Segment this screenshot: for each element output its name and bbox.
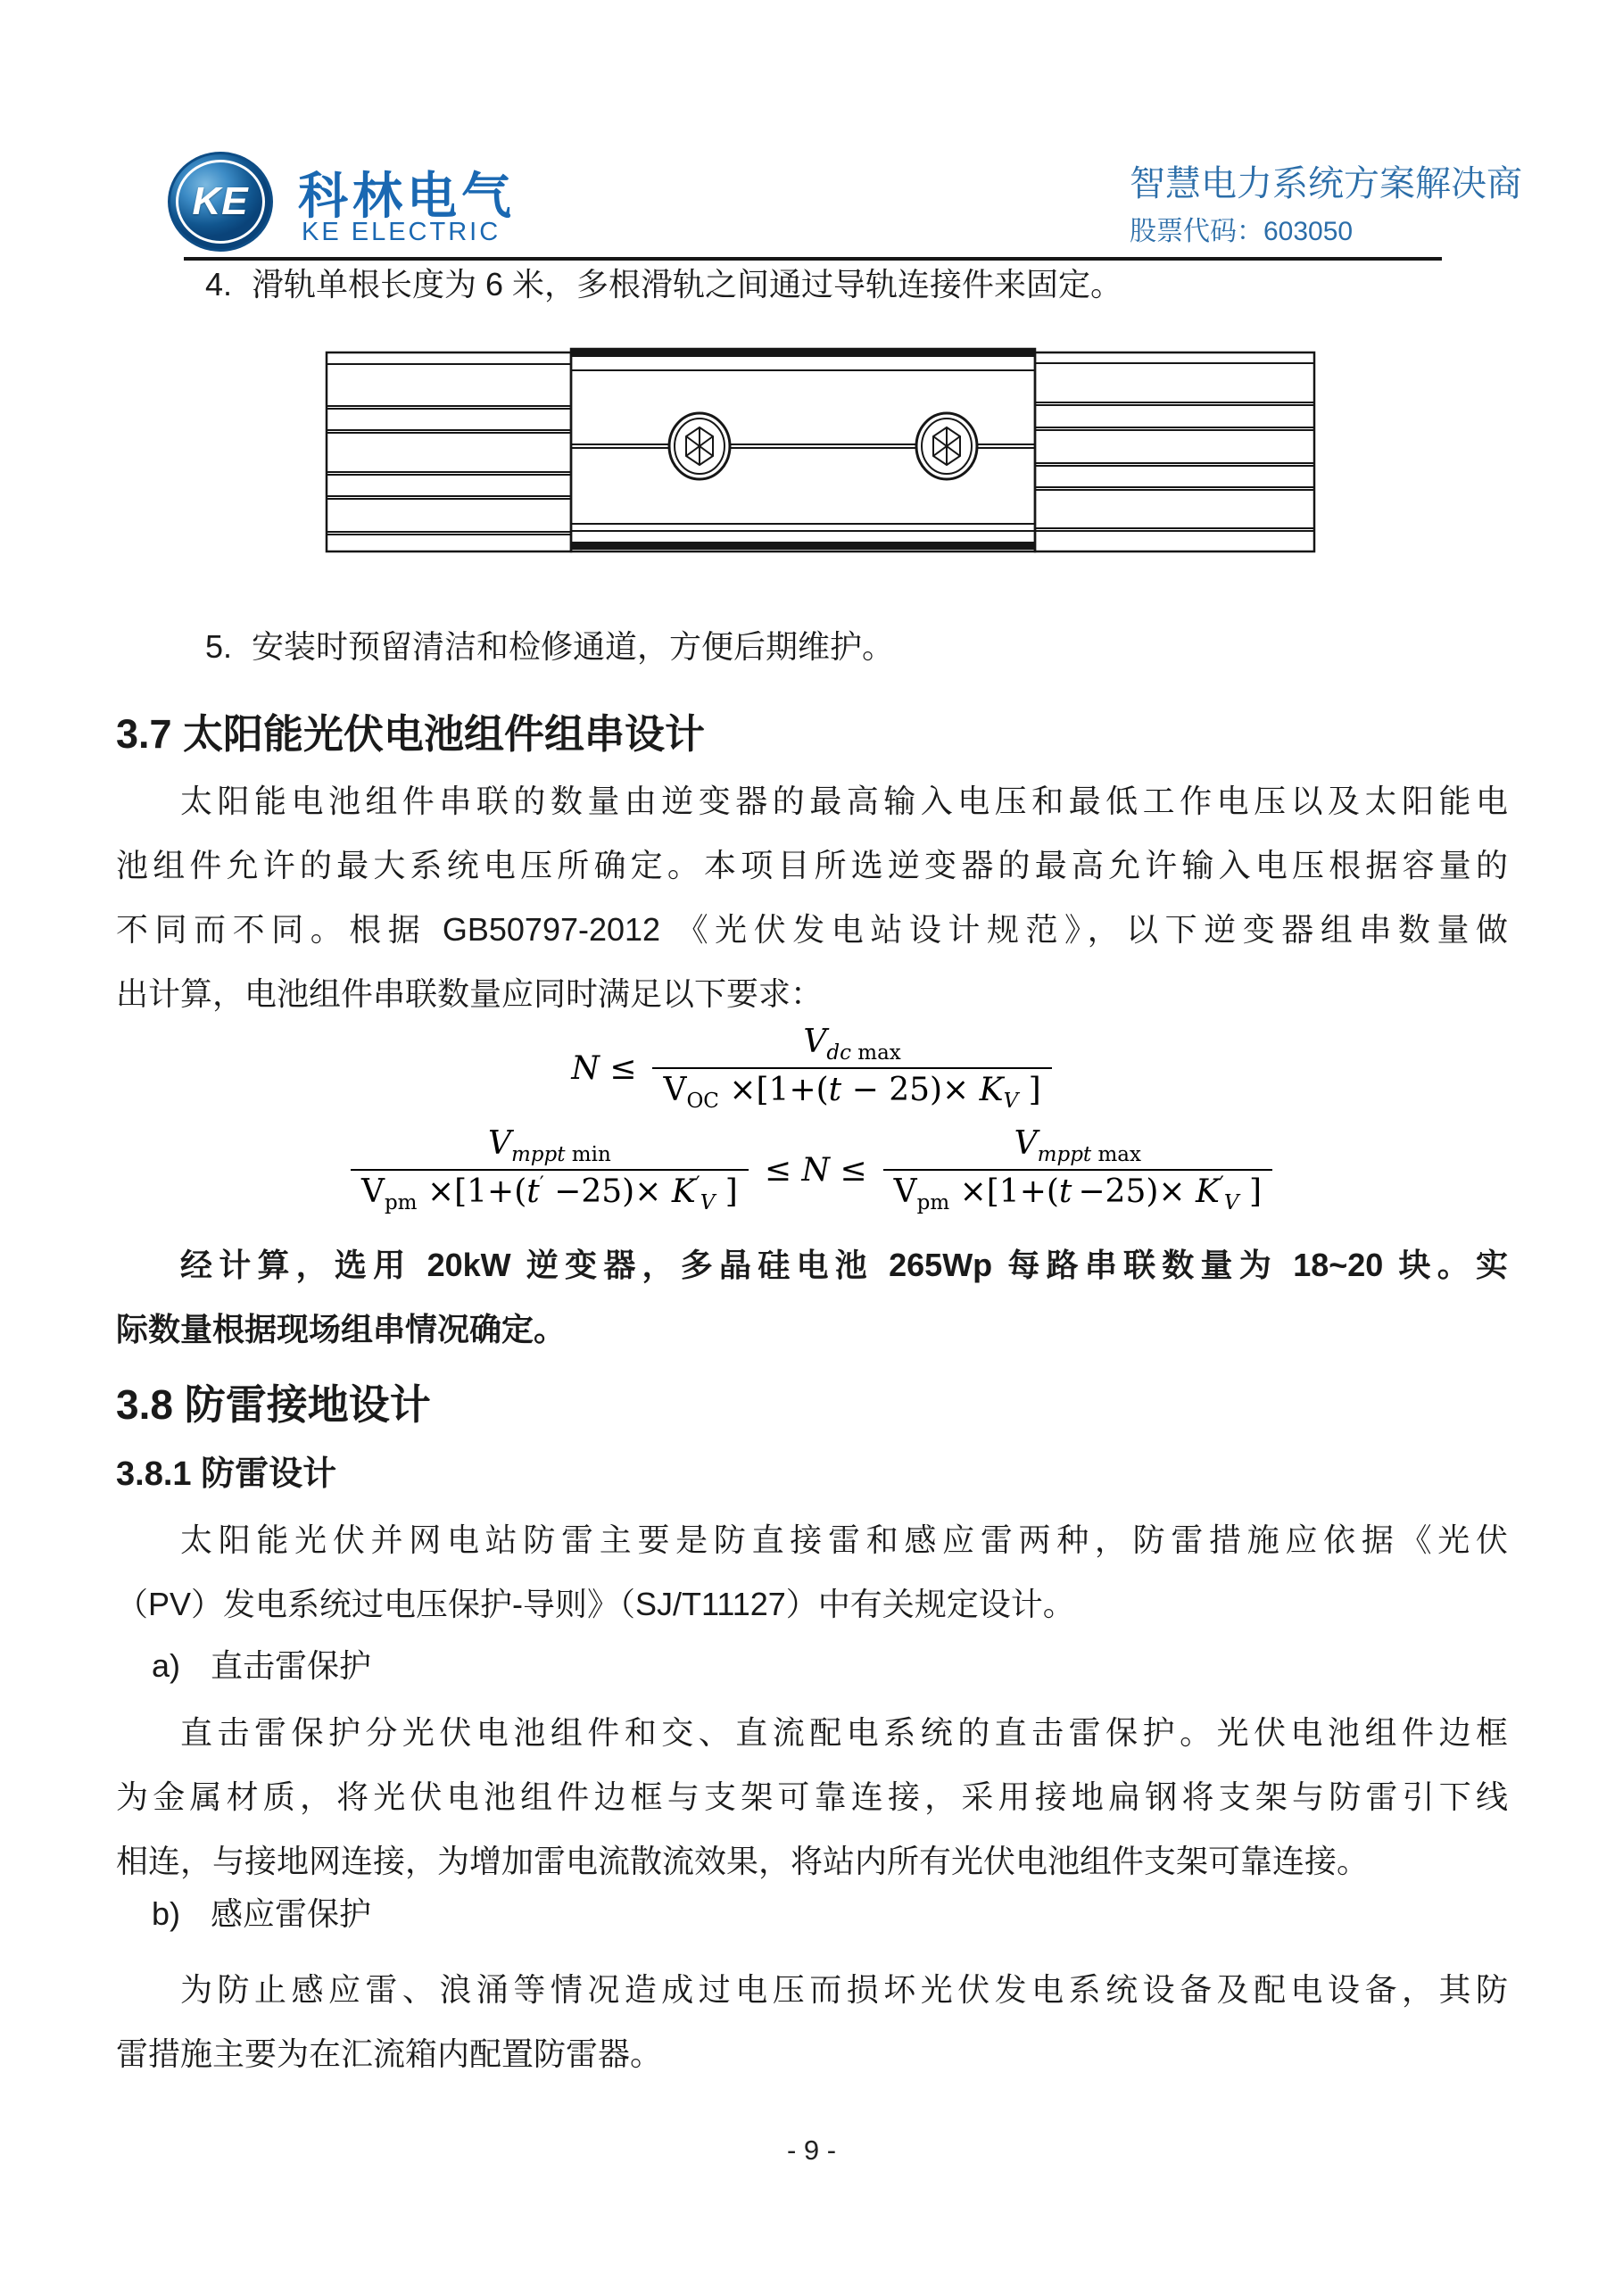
paragraph-line: 池组件允许的最大系统电压所确定。本项目所选逆变器的最高允许输入电压根据容量的: [116, 847, 1508, 883]
sub-V: V: [700, 1191, 716, 1215]
page-number: - 9 -: [786, 2134, 837, 2166]
induced-lightning-paragraph: [116, 1958, 1508, 2086]
paragraph-line: 太阳能电池组件串联的数量由逆变器的最高输入电压和最低工作电压以及太阳能电: [180, 783, 1508, 819]
logo-monogram: KE: [192, 179, 249, 223]
paragraph-line: （PV）发电系统过电压保护-导则》（SJ/T11127）中有关规定设计。: [116, 1586, 1075, 1622]
left-rail-grooves: [327, 364, 571, 535]
fraction-denominator: [351, 1169, 749, 1217]
prime: ′: [1219, 1173, 1224, 1197]
prime: ′: [695, 1173, 700, 1197]
list-item-4: [205, 264, 1122, 305]
brand-name-cn: 科林电气: [298, 168, 516, 224]
subscript: [511, 1143, 611, 1166]
company-logo: [168, 152, 273, 252]
formula-lhs: [571, 1050, 636, 1087]
header-divider: [184, 257, 1442, 261]
operator-mid: −25)×: [543, 1173, 672, 1211]
list-letter: a): [152, 1647, 181, 1684]
list-item-b: [152, 1894, 371, 1935]
operator-mid: − 25)×: [841, 1072, 980, 1109]
sub-min: min: [565, 1143, 611, 1167]
rail-connector-drawing: [325, 346, 1317, 554]
leq-sign: ≤: [764, 1151, 792, 1189]
operator-open: ×[1+(: [949, 1173, 1059, 1211]
list-number: 5.: [205, 628, 233, 665]
subscript: [826, 1041, 900, 1065]
paragraph-line: 为防止感应雷、浪涌等情况造成过电压而损坏光伏发电系统设备及配电设备，其防: [180, 1971, 1508, 2008]
var-t: t: [828, 1072, 842, 1109]
operator-open: ×[1+(: [718, 1072, 829, 1109]
formula-middle: [765, 1152, 867, 1189]
leq-sign: ≤: [609, 1049, 637, 1087]
left-rail: [327, 352, 571, 551]
list-text: 安装时预留清洁和检修通道，方便后期维护。: [252, 628, 895, 665]
formula-max-series-count: [0, 1021, 1623, 1115]
operator-mid: −25)×: [1078, 1173, 1196, 1211]
operator-open: ×[1+(: [417, 1173, 527, 1211]
right-rail-grooves: [1035, 363, 1314, 531]
paragraph-line: 相连，与接地网连接，为增加雷电流散流效果，将站内所有光伏电池组件支架可靠连接。: [116, 1843, 1370, 1879]
paragraph-line: 不同而不同。根据 GB50797-2012 《光伏发电站设计规范》，以下逆变器组串数量做: [116, 911, 1508, 948]
bolt-left-icon: [669, 413, 730, 479]
var-V: V: [1014, 1125, 1038, 1162]
subscript: [1038, 1143, 1141, 1166]
fraction-numerator: [351, 1123, 749, 1169]
formula-series-count-range: [0, 1123, 1623, 1217]
sub-pm: pm: [916, 1191, 950, 1215]
paragraph-line: 雷措施主要为在汇流箱内配置防雷器。: [116, 2035, 663, 2072]
var-t: t: [1058, 1173, 1072, 1211]
fraction-right: [883, 1123, 1272, 1217]
var-N: N: [571, 1049, 600, 1087]
paragraph-line: 际数量根据现场组串情况确定。: [116, 1311, 567, 1347]
section-3-7-heading: 3.7 太阳能光伏电池组件组串设计: [116, 711, 706, 757]
sub-pm: pm: [384, 1191, 418, 1215]
section-3-8-heading: 3.8 防雷接地设计: [116, 1381, 431, 1428]
stock-code: 股票代码：603050: [1130, 217, 1354, 246]
fraction-denominator: [883, 1169, 1272, 1217]
direct-lightning-paragraph: [116, 1701, 1508, 1894]
var-Vpm: V: [360, 1173, 385, 1211]
list-text: 滑轨单根长度为 6 米，多根滑轨之间通过导轨连接件来固定。: [252, 266, 1123, 303]
fraction-left: [351, 1123, 749, 1217]
fraction-numerator: [883, 1123, 1272, 1169]
list-title: 感应雷保护: [211, 1895, 372, 1932]
operator-close: ]: [1238, 1173, 1263, 1211]
fraction: [652, 1021, 1051, 1115]
list-letter: b): [152, 1895, 181, 1932]
prime: ′: [539, 1173, 544, 1197]
var-t: t: [526, 1173, 540, 1211]
right-rail: [1035, 352, 1314, 551]
operator-close: ]: [1018, 1072, 1041, 1109]
var-Voc: V: [663, 1072, 687, 1109]
fraction-numerator: [652, 1021, 1051, 1067]
bolt-right-icon: [916, 413, 977, 479]
var-K: K: [671, 1173, 696, 1211]
fraction-denominator: [652, 1067, 1051, 1115]
sub-max: max: [1091, 1143, 1141, 1167]
list-title: 直击雷保护: [211, 1647, 372, 1684]
sub-V: V: [1003, 1090, 1019, 1114]
list-number: 4.: [205, 266, 233, 303]
var-N: N: [801, 1151, 830, 1189]
calculation-conclusion: [116, 1233, 1508, 1362]
var-K: K: [1196, 1173, 1220, 1211]
paragraph-line: 直击雷保护分光伏电池组件和交、直流配电系统的直击雷保护。光伏电池组件边框: [180, 1714, 1508, 1751]
var-Vpm: V: [893, 1173, 917, 1211]
sub-mppt: mppt: [511, 1143, 566, 1167]
section-3-8-1-heading: 3.8.1 防雷设计: [116, 1455, 337, 1493]
paragraph-line: 太阳能光伏并网电站防雷主要是防直接雷和感应雷两种，防雷措施应依据《光伏: [180, 1521, 1508, 1558]
header-tagline: 智慧电力系统方案解决商: [1130, 164, 1522, 203]
connector-bottom-band: [571, 542, 1035, 550]
var-V: V: [803, 1024, 827, 1060]
paragraph-line: 出计算，电池组件串联数量应同时满足以下要求：: [116, 975, 824, 1012]
paragraph-line: 为金属材质，将光伏电池组件边框与支架可靠连接，采用接地扁钢将支架与防雷引下线: [116, 1778, 1508, 1815]
sub-oc: OC: [686, 1090, 719, 1114]
operator-close: ]: [715, 1173, 738, 1211]
list-item-a: [152, 1645, 371, 1687]
section-3-7-paragraph: [116, 769, 1508, 1026]
sub-max: max: [850, 1041, 901, 1065]
sub-mppt: mppt: [1037, 1143, 1092, 1167]
leq-sign: ≤: [840, 1151, 867, 1189]
var-K: K: [979, 1072, 1004, 1109]
var-V: V: [488, 1125, 511, 1162]
lightning-intro-paragraph: [116, 1508, 1508, 1637]
brand-name-en: KE ELECTRIC: [302, 218, 501, 246]
sub-V: V: [1223, 1191, 1239, 1215]
list-item-5: [205, 626, 894, 667]
rail-connector-svg: [325, 346, 1317, 554]
paragraph-line: 经计算，选用 20kW 逆变器，多晶硅电池 265Wp 每路串联数量为 18~20 块。实: [180, 1247, 1508, 1283]
connector-top-band: [571, 349, 1035, 357]
sub-dc: dc: [826, 1041, 851, 1065]
